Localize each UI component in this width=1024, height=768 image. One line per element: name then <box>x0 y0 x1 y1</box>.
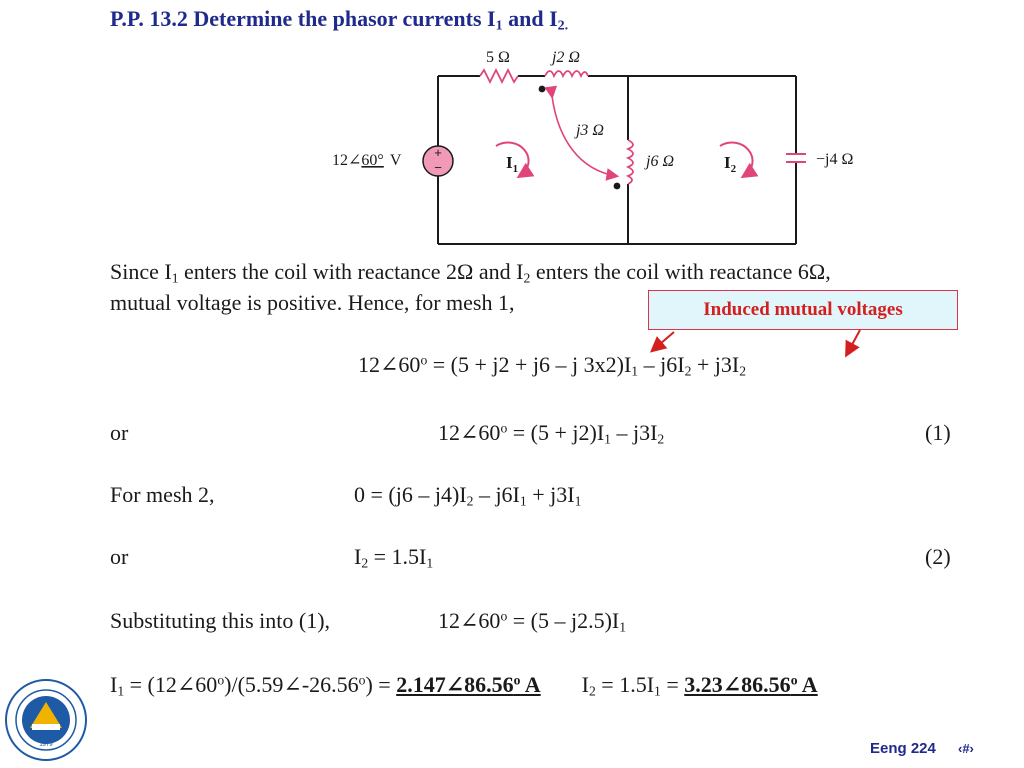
label-l1: j2 Ω <box>551 49 581 66</box>
or-label-2: or <box>110 544 129 569</box>
label-i1: $I_1$ <box>506 153 519 175</box>
equation-mesh1-simplified: $12\angle 60^o = (5 + j2)I_1 - j3I_2$ <box>438 420 665 447</box>
answer-i1: 2.147∠86.56$^o$ A <box>396 672 541 697</box>
label-source: 12∠60° V <box>332 152 402 169</box>
svg-text:−: − <box>434 160 442 175</box>
final-answer-line: $I_1$ = $(12\angle 60^o)/(5.59\angle-26.56^o)$ = $2.147\angle 86.56^o$ A $I_2 = 1.5I_1$ = $3.23\angle 86.56^o$ A <box>110 672 818 699</box>
svg-text:1979: 1979 <box>39 742 53 748</box>
label-i2: $I_2$ <box>724 153 737 175</box>
or-label-1: or <box>110 420 129 445</box>
label-r1: 5 Ω <box>486 49 510 66</box>
resistor-5ohm <box>480 70 518 82</box>
slide-title: P.P. 13.2 Determine the phasor currents $I_1$ and $I_{2.}$ <box>110 6 569 34</box>
answer-i2: 3.23∠86.56$^o$ A <box>684 672 818 697</box>
explanation-paragraph: Since $I_1$ enters the coil with reactance 2Ω and $I_2$ enters the coil with reactance 6Ω, mutual voltage is positive. Hence, for mesh 1, <box>110 259 831 315</box>
footer-page-number: ‹#› <box>958 741 974 756</box>
mesh2-label: For mesh 2, <box>110 482 215 507</box>
equation-substituted: $12\angle 60^o = (5 - j2.5)I_1$ <box>438 608 627 635</box>
inductor-j6 <box>628 140 633 184</box>
substitution-label: Substituting this into (1), <box>110 608 331 633</box>
svg-text:+: + <box>434 145 442 160</box>
equation-i2-relation: $I_2 = 1.5I_1$ <box>354 544 434 571</box>
university-logo <box>4 678 88 762</box>
equation-number-2: (2) <box>925 544 951 569</box>
dot-marker-1 <box>539 86 546 93</box>
footer-course-code: Eeng 224 <box>870 740 936 757</box>
circuit-diagram <box>320 40 880 252</box>
circuit-wires <box>438 76 796 244</box>
inductor-j2 <box>545 71 588 76</box>
dot-marker-2 <box>614 183 621 190</box>
equation-mesh2: $0 = (j6 - j4)I_2 - j6I_1 + j3I_1$ <box>354 482 582 509</box>
equation-mesh1-full: $12\angle 60^o = (5 + j2 + j6 - j$ $3x2)I_1 - j6I_2 + j3I_2$ <box>358 352 747 379</box>
label-m: j3 Ω <box>575 122 605 139</box>
label-l2: j6 Ω <box>646 153 675 170</box>
induced-voltage-callout: Induced mutual voltages <box>648 290 958 330</box>
label-c: −j4 Ω <box>816 151 854 168</box>
equation-number-1: (1) <box>925 420 951 445</box>
